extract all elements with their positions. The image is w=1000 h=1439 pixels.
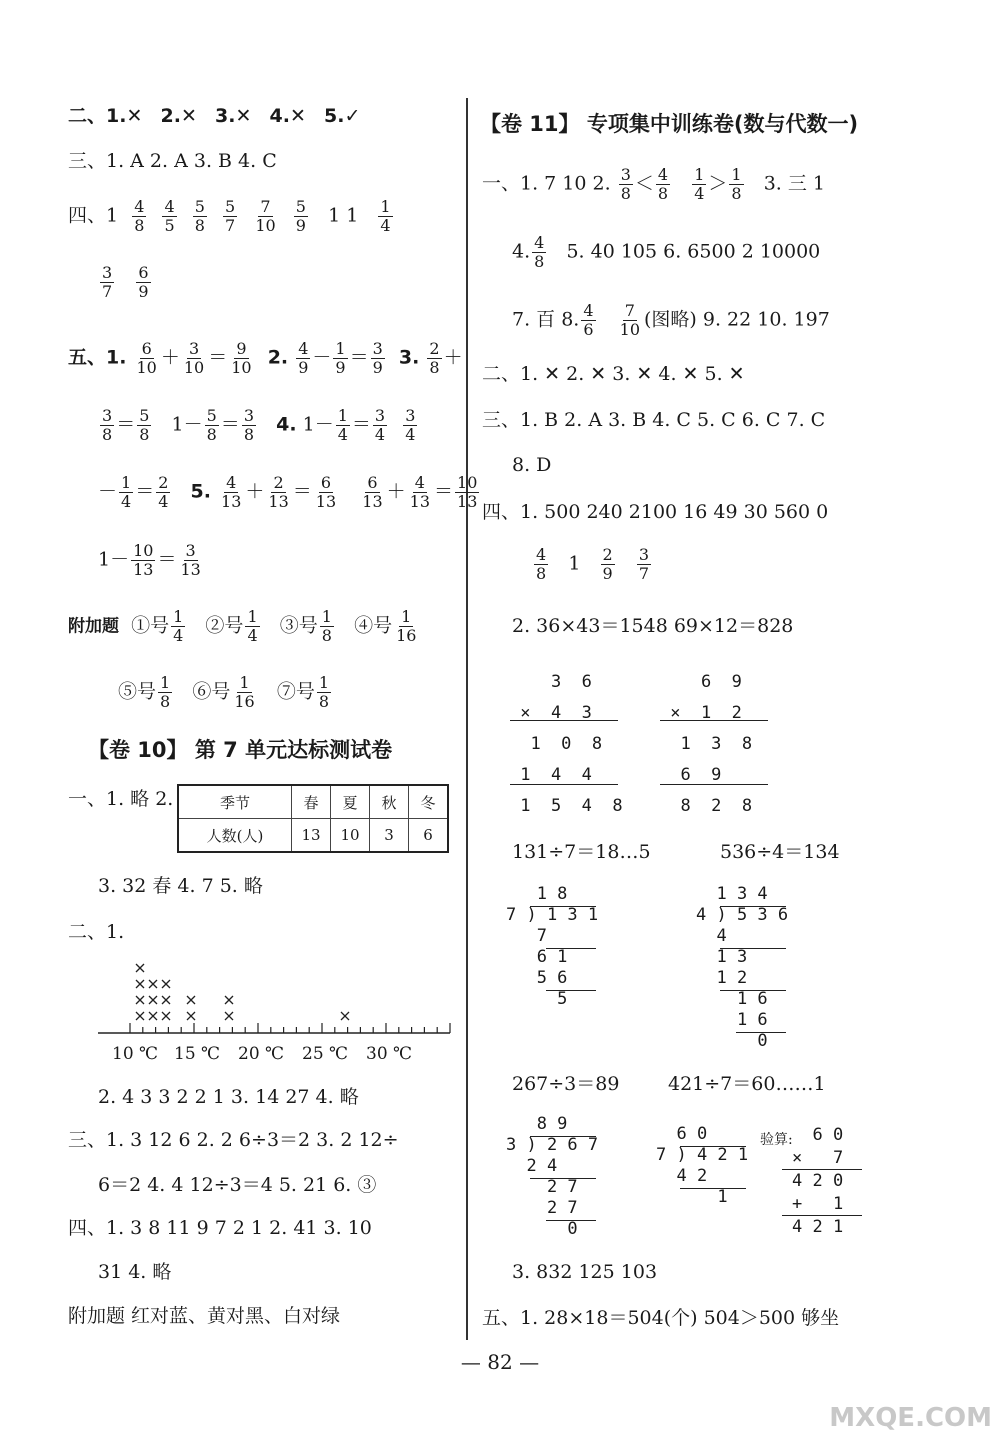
season-table <box>177 784 449 853</box>
vertical-multiplication-2: 6 9 × 1 2 1 3 8 6 9 8 2 8 <box>660 672 753 816</box>
rule <box>660 784 768 785</box>
fraction: $\frac{3}{7}$ <box>102 263 113 301</box>
answer-line-vol10-s1-2: 3. 32 春 4. 7 5. 略 <box>98 875 263 897</box>
division-eq-4: 421÷7＝60……1 <box>668 1073 826 1095</box>
answer-line-s5-4: 1－ $\frac{10}{13}$ ＝ $\frac{3}{13}$ <box>98 541 201 579</box>
rule <box>660 720 768 721</box>
dot-plot-mark <box>136 964 144 972</box>
answer-line-r1: 一、1. 7 10 2. $\frac{3}{8}$ ＜ $\frac{4}{8}$ $\frac{1}{4}$ ＞ $\frac{1}{8}$ 3. 三 1 <box>482 165 826 203</box>
page-number: — 82 — <box>460 1350 540 1374</box>
temperature-dot-plot <box>90 955 460 1065</box>
answer-line-r8: $\frac{4}{8}$ 1 $\frac{2}{9}$ $\frac{3}{7}$ <box>536 545 650 583</box>
rule <box>510 720 618 721</box>
answer-line-r7: 四、1. 500 240 2100 16 49 30 560 0 <box>482 501 829 523</box>
answer-line-vol10-s3-2: 6＝2 4. 4 12÷3＝4 5. 21 6. ③ <box>98 1174 377 1196</box>
check-calculation: 6 0 × 7 4 2 0 + 1 4 2 1 <box>792 1125 844 1237</box>
fraction: $\frac{4}{8}$ <box>134 197 145 235</box>
answer-line-vol10-s1: 一、1. 略 2. <box>68 788 174 810</box>
rule <box>680 1146 746 1147</box>
answer-line-r5: 三、1. B 2. A 3. B 4. C 5. C 6. C 7. C <box>482 409 826 431</box>
answer-line-s4: 四、1 $\frac{4}{8}$ $\frac{4}{5}$ $\frac{5}{8}$ $\frac{5}{7}$ $\frac{7}{10}$ $\frac{5}{9}$ 1 1 $\frac{1}{4}$ <box>68 197 391 235</box>
rule <box>530 1136 596 1137</box>
rule <box>510 784 618 785</box>
rule <box>680 1188 746 1189</box>
answer-line-r6: 8. D <box>512 454 552 476</box>
dot-plot-mark <box>136 996 144 1004</box>
fraction: $\frac{1}{4}$ <box>380 197 391 235</box>
rule <box>546 1220 596 1221</box>
axis-label-15: 15 ℃ <box>174 1044 221 1064</box>
extra-question-line-1: 附加题 ①号 $\frac{1}{4}$ ②号 $\frac{1}{4}$ ③号 $\frac{1}{8}$ ④号 $\frac{1}{16}$ <box>68 607 417 645</box>
answer-line-vol10-s4-1: 四、1. 3 8 11 9 7 2 1 2. 41 3. 10 <box>68 1217 372 1239</box>
dot-plot-mark <box>136 1012 144 1020</box>
answer-line-r4: 二、1. ✕ 2. ✕ 3. ✕ 4. ✕ 5. ✕ <box>482 363 745 385</box>
axis-label-25: 25 ℃ <box>302 1044 349 1064</box>
answer-line-s5-3: － $\frac{1}{4}$ ＝ $\frac{2}{4}$ 5. $\frac{4}{13}$ ＋ $\frac{2}{13}$ ＝ $\frac{6}{13}$ $\frac{6}{13}$ ＋ $\frac{4}{13}$ ＝ $\frac{10}{13}$ <box>98 473 478 511</box>
answer-line-s2: 二、1.✕ 2.✕ 3.✕ 4.✕ 5.✓ <box>68 105 361 127</box>
answer-line-s5-2: $\frac{3}{8}$ ＝ $\frac{5}{8}$ 1－ $\frac{5}{8}$ ＝ $\frac{3}{8}$ 4. 1－ $\frac{1}{4}$ ＝ $\frac{3}{4}$ $\frac{3}{4}$ <box>102 406 416 444</box>
fraction: $\frac{4}{5}$ <box>164 197 175 235</box>
answer-line-vol10-s4-2: 31 4. 略 <box>98 1261 172 1283</box>
rule <box>720 948 786 949</box>
dot-plot-mark <box>187 1012 195 1020</box>
dot-plot-mark <box>341 1012 349 1020</box>
division-eq-1: 131÷7＝18…5 <box>512 841 651 863</box>
dot-plot-mark <box>149 980 157 988</box>
vertical-multiplication-1: 3 6 × 4 3 1 0 8 1 4 4 1 5 4 8 <box>510 672 623 816</box>
fraction: $\frac{6}{9}$ <box>138 263 149 301</box>
dot-plot-mark <box>162 1012 170 1020</box>
table-row: 季节 春 夏 秋 冬 <box>178 785 448 819</box>
extra-question-vol10: 附加题 红对蓝、黄对黑、白对绿 <box>68 1305 341 1327</box>
extra-question-line-2: ⑤号 $\frac{1}{8}$ ⑥号 $\frac{1}{16}$ ⑦号 $\frac{1}{8}$ <box>118 673 330 711</box>
long-division-2: 1 3 4 4 ) 5 3 6 4 1 3 1 2 1 6 1 6 0 <box>696 884 789 1051</box>
division-eq-3: 267÷3＝89 <box>512 1073 620 1095</box>
section-title-vol11: 【卷 11】 专项集中训练卷(数与代数一) <box>480 112 859 136</box>
dot-plot-mark <box>149 996 157 1004</box>
watermark-text: MXQE.COM <box>829 1403 992 1433</box>
answer-line-vol10-s2-2: 2. 4 3 3 2 2 1 3. 14 27 4. 略 <box>98 1086 359 1108</box>
axis-label-30: 30 ℃ <box>366 1044 413 1064</box>
dot-plot-mark <box>187 996 195 1004</box>
division-eq-2: 536÷4＝134 <box>720 841 840 863</box>
axis-label-10: 10 ℃ <box>112 1044 159 1064</box>
answer-line-s3: 三、1. A 2. A 3. B 4. C <box>68 150 277 172</box>
section-title-vol10: 【卷 10】 第 7 单元达标测试卷 <box>88 738 393 762</box>
answer-line-r9: 2. 36×43＝1548 69×12＝828 <box>512 615 794 637</box>
answer-line-r10: 3. 832 125 103 <box>512 1261 658 1283</box>
answer-line-r11: 五、1. 28×18＝504(个) 504＞500 够坐 <box>482 1307 840 1329</box>
answer-line-vol10-s2: 二、1. <box>68 921 125 943</box>
table-row: 人数(人) 13 10 3 6 <box>178 819 448 853</box>
long-division-4: 6 0 7 ) 4 2 1 4 2 1 <box>656 1124 749 1207</box>
dot-plot-mark <box>225 996 233 1004</box>
answer-line-vol10-s3-1: 三、1. 3 12 6 2. 2 6÷3＝2 3. 2 12÷ <box>68 1129 399 1151</box>
dot-plot-mark <box>136 980 144 988</box>
rule <box>546 990 596 991</box>
fraction: $\frac{7}{10}$ <box>255 197 276 235</box>
rule <box>736 1032 786 1033</box>
answer-line-s4-row2 <box>98 264 153 301</box>
rule <box>782 1215 862 1216</box>
answer-line-s5-1: 五、1. $\frac{6}{10}$ ＋ $\frac{3}{10}$ ＝ $\frac{9}{10}$ 2. $\frac{4}{9}$ － $\frac{1}{9}$ ＝ $\frac{3}{9}$ 3. $\frac{2}{8}$ ＋ <box>68 339 463 377</box>
long-division-3: 8 9 3 ) 2 6 7 2 4 2 7 2 7 0 <box>506 1114 599 1239</box>
long-division-1: 1 8 7 ) 1 3 1 7 6 1 5 6 5 <box>506 884 599 1009</box>
rule <box>782 1169 862 1170</box>
fraction: $\frac{5}{8}$ <box>194 197 205 235</box>
column-divider <box>466 98 468 1340</box>
fraction: $\frac{5}{9}$ <box>295 197 306 235</box>
answer-line-r3: 7. 百 8. $\frac{4}{6}$ $\frac{7}{10}$ (图略) 9. 22 10. 197 <box>512 301 830 339</box>
check-label: 验算: <box>760 1132 793 1148</box>
rule <box>720 990 786 991</box>
rule <box>720 906 786 907</box>
dot-plot-mark <box>149 1012 157 1020</box>
answer-line-r2: 4. $\frac{4}{8}$ 5. 40 105 6. 6500 2 10000 <box>512 233 821 271</box>
dot-plot-mark <box>225 1012 233 1020</box>
rule <box>530 1178 596 1179</box>
axis-label-20: 20 ℃ <box>238 1044 285 1064</box>
dot-plot-mark <box>162 996 170 1004</box>
rule <box>530 906 596 907</box>
rule <box>546 948 596 949</box>
dot-plot-mark <box>162 980 170 988</box>
fraction: $\frac{5}{7}$ <box>225 197 236 235</box>
